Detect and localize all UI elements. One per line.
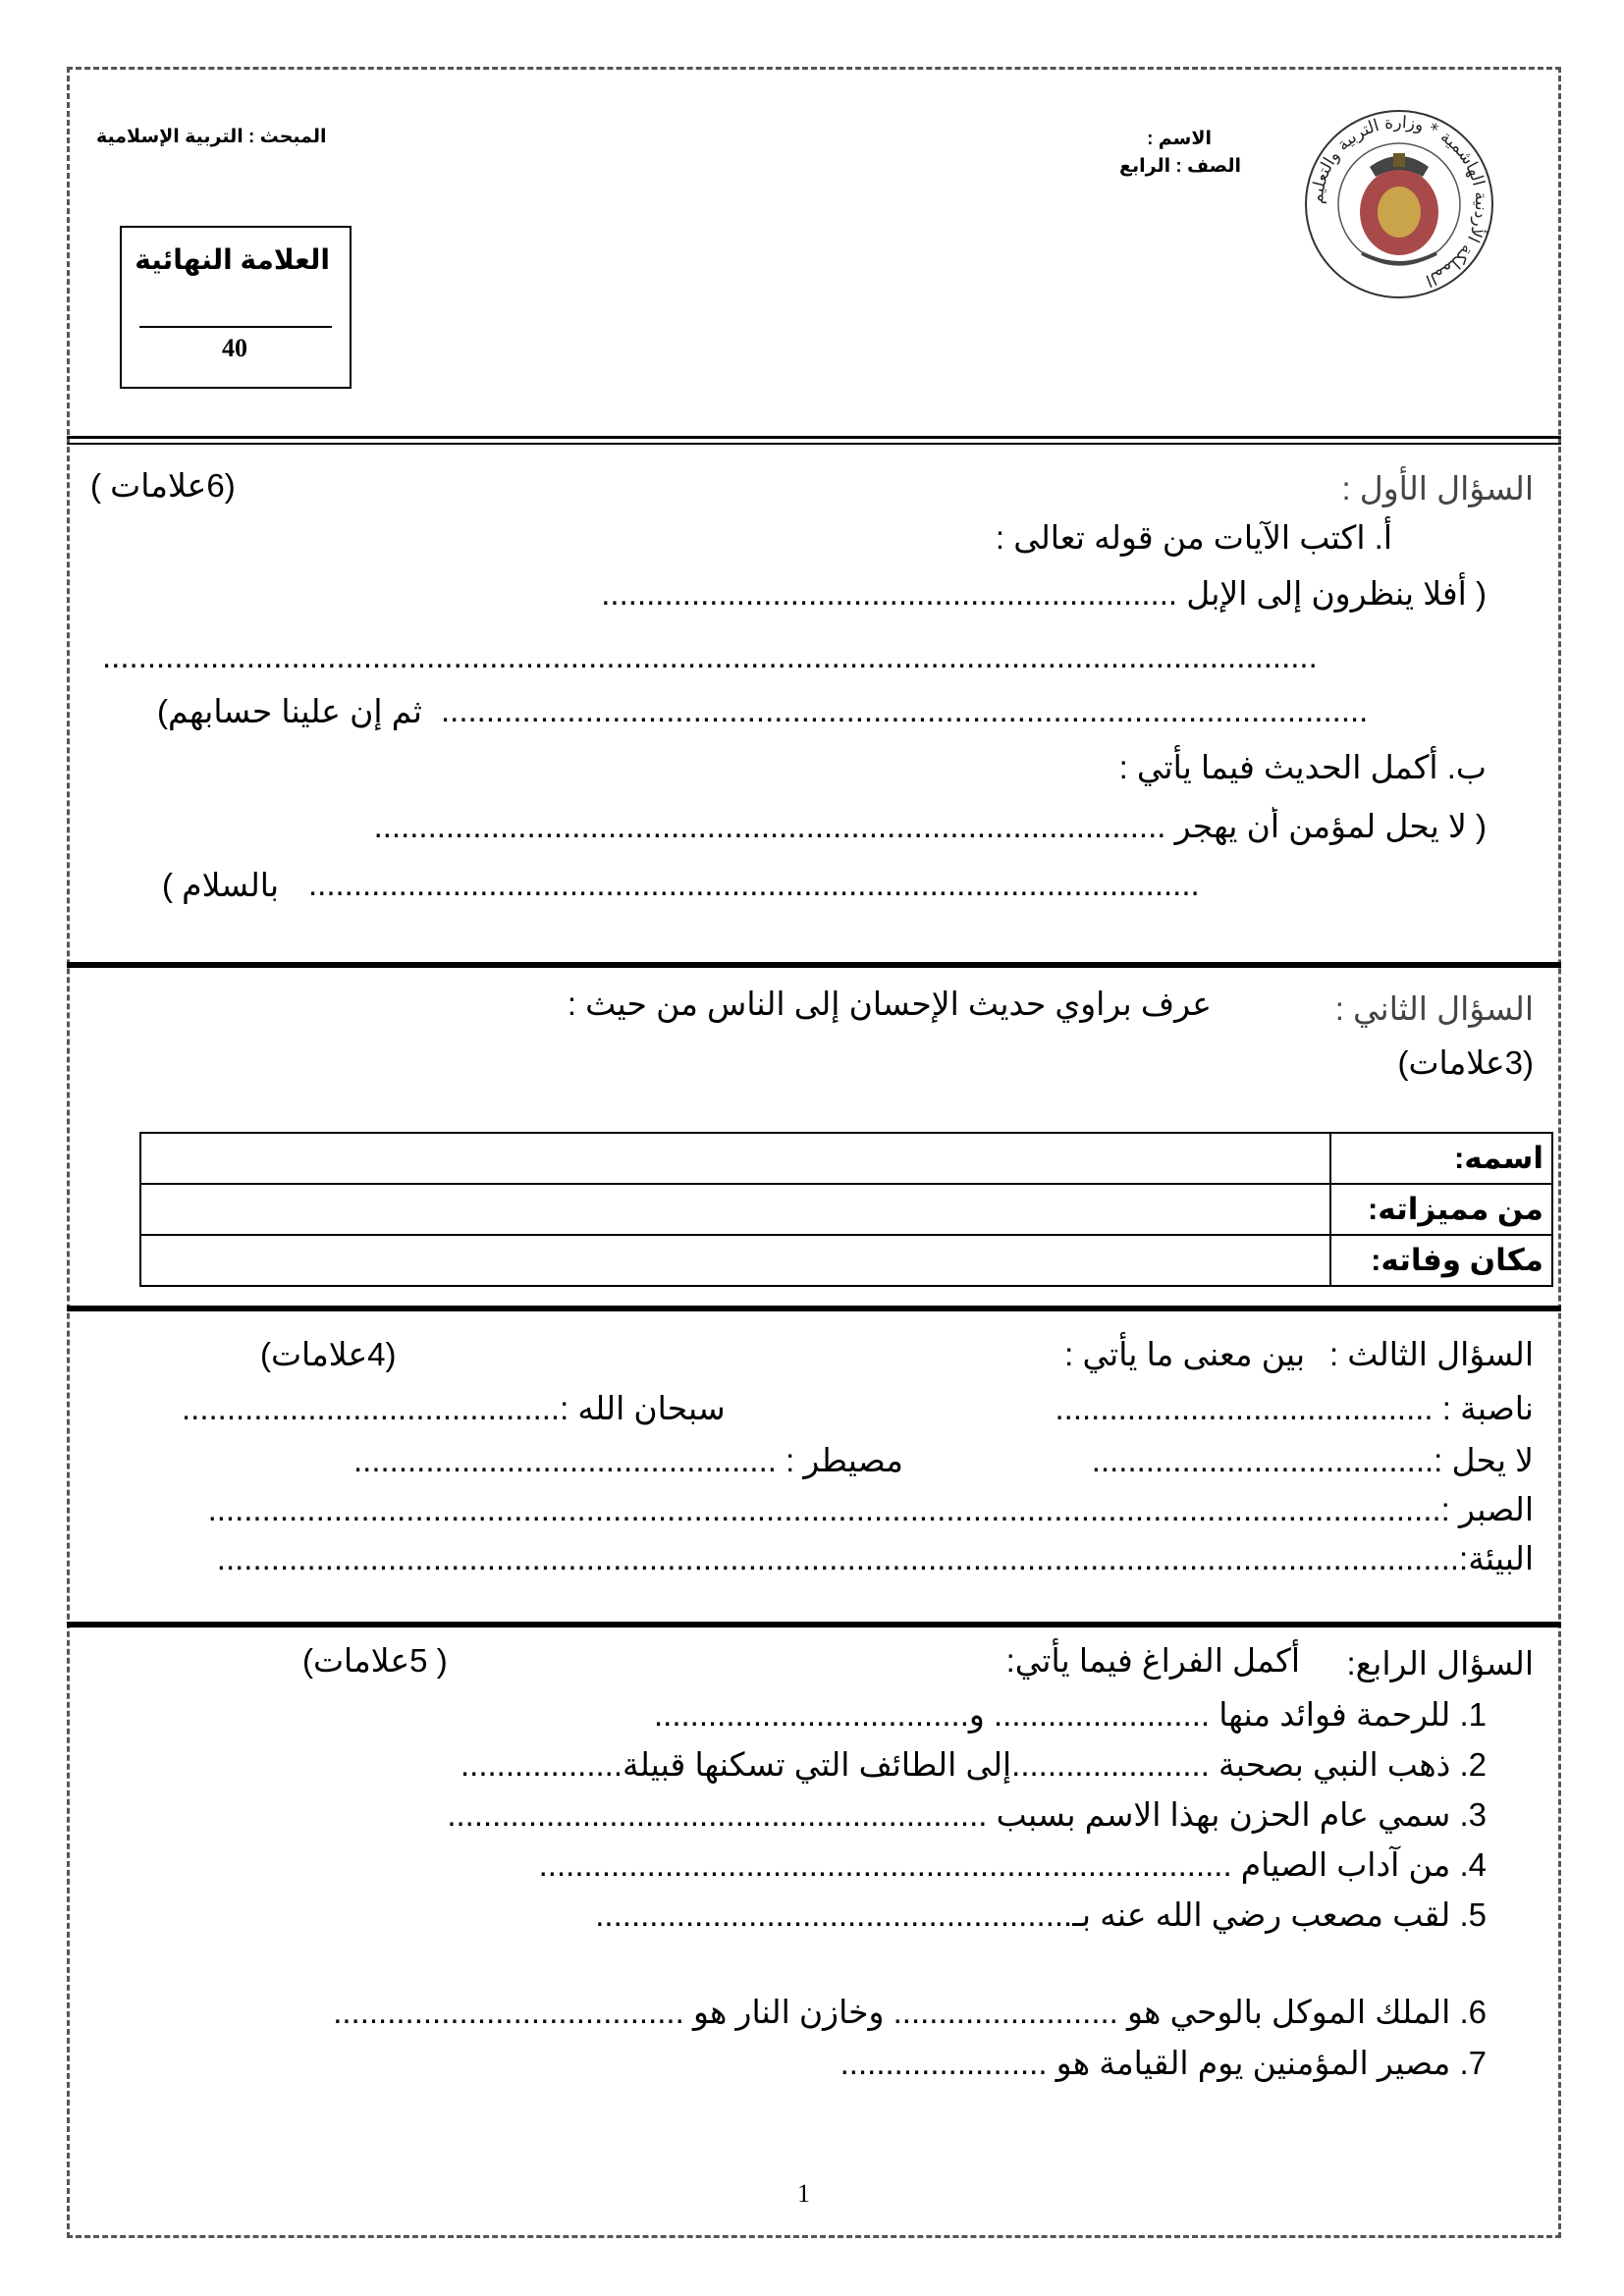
q4-prompt: أكمل الفراغ فيما يأتي: — [1005, 1642, 1300, 1679]
page-number: 1 — [797, 2179, 810, 2208]
emblem-caption: المملكة الأردنية الهاشمية * وزارة التربية والتعليم — [1307, 112, 1491, 291]
q3-title: السؤال الثالث : — [1328, 1336, 1534, 1372]
q2-answer-cell[interactable] — [140, 1235, 1330, 1286]
q1-part-b: ب. أكمل الحديث فيما يأتي : — [1118, 749, 1487, 785]
q2-divider — [67, 1306, 1561, 1311]
q3-term-sabr: الصبر :......................................................................................................................................... — [207, 1491, 1534, 1527]
q3-term-bi2a: البيئة:.......................................................................................................................................... — [216, 1540, 1534, 1576]
q2-answer-cell[interactable] — [140, 1184, 1330, 1235]
q1-line3-dots: ....................................................................................................... — [441, 692, 1369, 728]
q4-item-2: 2. ذهب النبي بصحبة ......................إلى الطائف التي تسكنها قبيلة.................. — [460, 1746, 1487, 1783]
q1-line5-end: بالسلام ) — [162, 867, 280, 903]
q2-table — [139, 1132, 1553, 1287]
q2-label-name: اسمه: — [1330, 1133, 1552, 1184]
ministry-emblem-icon — [1301, 106, 1497, 302]
q1-line4: ( لا يحل لمؤمن أن يهجر ........................................................................................ — [373, 808, 1487, 844]
table-row — [140, 1184, 1552, 1235]
final-mark-title: العلامة النهائية — [135, 244, 330, 275]
q3-marks: (4علامات) — [260, 1336, 397, 1372]
q4-marks: ( 5علامات) — [302, 1642, 448, 1679]
q2-answer-cell[interactable] — [140, 1133, 1330, 1184]
q4-item-1: 1. للرحمة فوائد منها ........................ و................................... — [654, 1696, 1487, 1733]
subject-label: المبحث : التربية الإسلامية — [96, 127, 327, 147]
q1-line5-dots: ................................................................................................... — [308, 866, 1200, 902]
q2-prompt: عرف براوي حديث الإحسان إلى الناس من حيث : — [567, 986, 1212, 1022]
q2-label-death-place: مكان وفاته: — [1330, 1235, 1552, 1286]
q3-prompt: بين معنى ما يأتي : — [1064, 1336, 1305, 1372]
q4-item-7: 7. مصير المؤمنين يوم القيامة هو ....................... — [839, 2045, 1487, 2081]
q1-line2: ....................................................................................................................................... — [102, 638, 1318, 674]
q1-line3-end: ثم إن علينا حسابهم) — [157, 693, 422, 729]
final-mark-divider — [139, 326, 332, 328]
q3-term-subhan-allah: سبحان الله :.......................................... — [182, 1390, 726, 1426]
q3-divider — [67, 1622, 1561, 1628]
q2-marks: (3علامات) — [1397, 1044, 1534, 1081]
q4-item-4: 4. من آداب الصيام ............................................................................. — [538, 1846, 1487, 1883]
q1-divider — [67, 962, 1561, 968]
final-mark-total: 40 — [222, 334, 247, 362]
class-label: الصف : الرابع — [1119, 156, 1241, 177]
q4-item-5: 5. لقب مصعب رضي الله عنه بـ..................................................... — [595, 1896, 1487, 1933]
q3-term-nasiba: ناصبة : .......................................... — [1055, 1390, 1534, 1426]
name-label: الاسم : — [1147, 129, 1212, 149]
q4-title: السؤال الرابع: — [1346, 1645, 1534, 1682]
q3-term-la-yahill: لا يحل :...................................... — [1091, 1442, 1534, 1478]
table-row — [140, 1133, 1552, 1184]
q2-title: السؤال الثاني : — [1334, 990, 1534, 1027]
final-mark-box — [120, 226, 352, 389]
q1-part-a: أ. اكتب الآيات من قوله تعالى : — [995, 519, 1392, 556]
q2-label-traits: من مميزاته: — [1330, 1184, 1552, 1235]
header-divider — [67, 436, 1561, 445]
q1-title: السؤال الأول : — [1341, 470, 1534, 507]
table-row — [140, 1235, 1552, 1286]
q1-line1: ( أفلا ينظرون إلى الإبل ................................................................ — [601, 575, 1487, 612]
q4-item-6: 6. الملك الموكل بالوحي هو ......................... وخازن النار هو ....................................... — [333, 1994, 1487, 2030]
q3-term-musaytir: مصيطر : ............................................... — [353, 1442, 903, 1478]
q1-marks: (6علامات ) — [90, 467, 236, 504]
q4-item-3: 3. سمي عام الحزن بهذا الاسم بسبب ............................................................ — [447, 1796, 1487, 1833]
